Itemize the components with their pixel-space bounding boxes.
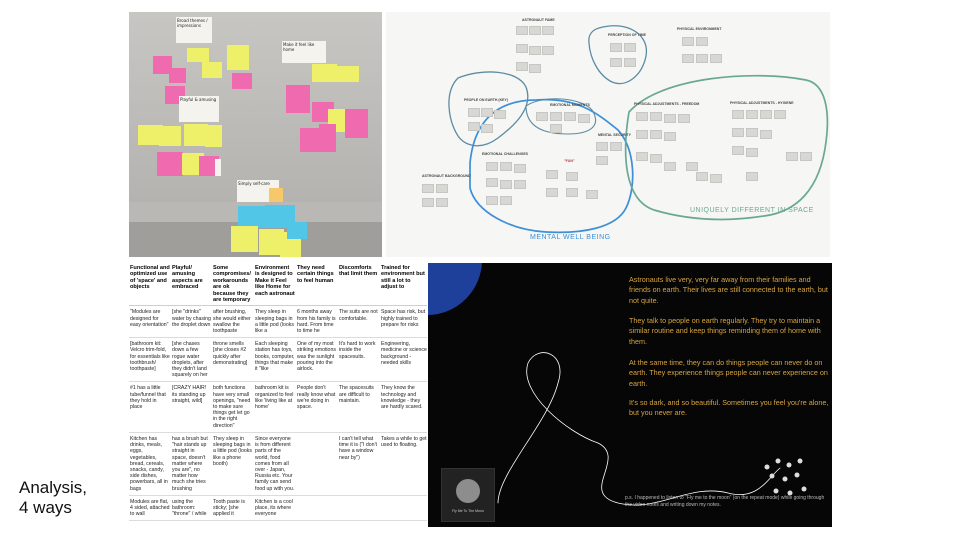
- group-label: PEOPLE ON EARTH (KEY): [464, 98, 508, 102]
- album-cover: [441, 468, 495, 522]
- table-cell: bathroom kit is organized to feel like 'living like at home': [254, 382, 296, 432]
- group-label: MENTAL SECURITY: [598, 133, 631, 137]
- table-cell: [bathroom kit: Velcro trim-fold, for essentials like toothbrush/ toothpaste]: [129, 338, 171, 382]
- note-card: [500, 162, 512, 171]
- sticky-note: [169, 68, 186, 83]
- note-card: [546, 170, 558, 179]
- note-card: [710, 174, 722, 183]
- table-cell: Kitchen is a cool place, its where everyone: [254, 495, 296, 521]
- note-card: [610, 43, 622, 52]
- note-card: [650, 112, 662, 121]
- table-cell: [296, 432, 338, 495]
- group-label: PHYSICAL ADJUSTMENTS - HYGIENE: [730, 101, 794, 105]
- table-row: [129, 338, 427, 382]
- note-card: [686, 162, 698, 171]
- sticky-note: [287, 222, 307, 239]
- note-card: [542, 46, 554, 55]
- sticky-note: [159, 126, 181, 146]
- table-cell: It's hard to work inside the spacesuits.: [338, 338, 380, 382]
- uniquely-different-label: UNIQUELY DIFFERENT IN SPACE: [690, 207, 814, 214]
- column-header: Functional and optimized use of 'space' and objects: [129, 263, 171, 306]
- astronaut-icon: [776, 459, 781, 464]
- column-header: Trained for environment but still a lot to adjust to: [380, 263, 427, 306]
- table-cell: They sleep in sleeping bags in a little pod (looks like a phone booth): [212, 432, 254, 495]
- table-header-row: [129, 263, 427, 306]
- group-label: PHYSICAL ADJUSTMENTS - FREEDOM: [634, 102, 700, 106]
- sticky-note-text: Broad themes / impressions: [177, 18, 208, 28]
- table-cell: Tooth paste is sticky; [she applied it: [212, 495, 254, 521]
- group-label: PHYSICAL ENVIRONMENT: [677, 27, 722, 31]
- note-card: [486, 196, 498, 205]
- note-card: [774, 110, 786, 119]
- sticky-note: [286, 85, 310, 113]
- note-card: [564, 112, 576, 121]
- note-card: [610, 58, 622, 67]
- note-card: [610, 142, 622, 151]
- table-cell: They sleep in sleeping bags in a little pod (looks like a: [254, 306, 296, 338]
- note-card: [710, 54, 722, 63]
- note-card: [636, 112, 648, 121]
- reflection-paragraph: It's so dark, and so beautiful. Sometimes you feel you're alone, but you never are.: [629, 398, 829, 418]
- note-card: [550, 112, 562, 121]
- sticky-note-text: Simply self-care: [238, 181, 270, 186]
- sticky-note-header: [176, 17, 212, 43]
- note-card: [636, 130, 648, 139]
- note-card: [500, 180, 512, 189]
- note-card: [422, 198, 434, 207]
- note-card: [746, 128, 758, 137]
- table-cell: Each sleeping station has toys, books, computer, things that make it "like: [254, 338, 296, 382]
- table-cell: using the bathroom: "throne" / while: [171, 495, 212, 521]
- note-card: [468, 108, 480, 117]
- note-card: [696, 37, 708, 46]
- astronaut-icon: [770, 474, 775, 479]
- table-row: [129, 306, 427, 338]
- note-card: [664, 114, 676, 123]
- table-row: [129, 495, 427, 521]
- table-cell: Takes a while to get used to floating.: [380, 432, 427, 495]
- sticky-note-text: Make it feel like home: [283, 42, 315, 52]
- note-card: [546, 188, 558, 197]
- note-card: [516, 62, 528, 71]
- slide-caption: [19, 478, 87, 518]
- note-card: [486, 162, 498, 171]
- note-card: [436, 198, 448, 207]
- note-card: [682, 54, 694, 63]
- caption-line: 4 ways: [19, 498, 72, 517]
- sticky-note: [312, 64, 337, 82]
- note-card: [468, 122, 480, 131]
- reflection-paragraph: At the same time, they can do things people can never do on earth. They experience things people can never experience on earth.: [629, 358, 828, 388]
- table-cell: I can't tell what time it is ("I don't have a window near by"): [338, 432, 380, 495]
- note-card: [760, 110, 772, 119]
- table-cell: Modules are flat, 4 sided, attached to wall: [129, 495, 171, 521]
- note-card: [481, 124, 493, 133]
- reflection-paragraph: They talk to people on earth regularly. They try to maintain a similar routine and keep things reminding them of home with them.: [629, 316, 821, 346]
- note-card: [786, 152, 798, 161]
- astronaut-icon: [774, 489, 779, 494]
- note-card: [624, 58, 636, 67]
- sticky-note-header: [179, 96, 219, 122]
- caption-line: Analysis,: [19, 478, 88, 497]
- table-cell: both functions have very small openings, "need to make sure things get let go in the right direction": [212, 382, 254, 432]
- astronaut-icon: [802, 487, 807, 492]
- note-card: [732, 146, 744, 155]
- sticky-note: [336, 66, 359, 82]
- sticky-note: [232, 73, 252, 89]
- note-card: [650, 130, 662, 139]
- sticky-note-text: Playful & amusing: [180, 97, 217, 102]
- astronaut-icon: [765, 465, 770, 470]
- sticky-note: [205, 125, 222, 147]
- note-card: [696, 172, 708, 181]
- note-card: [578, 114, 590, 123]
- note-card: [650, 154, 662, 163]
- group-label: EMOTIONAL CHALLENGES: [482, 152, 529, 156]
- group-label: "FUN": [564, 159, 575, 163]
- note-card: [494, 110, 506, 119]
- postscript-note: p.s. I happened to listen to "Fly me to the moon" (on the repeat mode) while going through the video notes and writing down my notes.: [625, 495, 825, 508]
- sticky-note: [202, 62, 222, 78]
- note-card: [746, 110, 758, 119]
- note-card: [696, 54, 708, 63]
- sticky-note: [227, 45, 249, 70]
- note-card: [550, 124, 562, 133]
- table-cell: [338, 495, 380, 521]
- table-row: [129, 432, 427, 495]
- note-card: [678, 114, 690, 123]
- table-cell: [she "drinks" water by chasing the droplet down: [171, 306, 212, 338]
- note-card: [566, 172, 578, 181]
- sticky-note-header: [282, 41, 326, 63]
- note-card: [486, 178, 498, 187]
- note-card: [746, 172, 758, 181]
- analysis-table: [129, 263, 427, 521]
- table-cell: #1 has a little tube/funnel that they hold in place: [129, 382, 171, 432]
- table-cell: after brushing, she would either swallow the toothpaste: [212, 306, 254, 338]
- column-header: Some compromises/ workarounds are ok because they are temporary: [212, 263, 254, 306]
- note-card: [746, 148, 758, 157]
- sticky-note: [345, 109, 368, 138]
- column-header: They need certain things to feel human: [296, 263, 338, 306]
- note-card: [514, 164, 526, 173]
- note-card: [636, 152, 648, 161]
- astronaut-icon: [783, 477, 788, 482]
- sticky-note: [231, 226, 258, 252]
- note-card: [732, 110, 744, 119]
- mental-well-being-label: MENTAL WELL BEING: [530, 234, 611, 241]
- note-card: [536, 112, 548, 121]
- album-title: Fly Me To The Moon: [452, 509, 484, 513]
- table-row: [129, 382, 427, 432]
- reflection-panel: [428, 263, 832, 527]
- group-label: ASTRONAUT FAME: [522, 18, 555, 22]
- note-card: [664, 132, 676, 141]
- table-cell: "Modules are designed for easy orientation": [129, 306, 171, 338]
- table-cell: Since everyone is from different parts of the world, food comes from all over - Japan, Russia etc. Your family can send food up with you.: [254, 432, 296, 495]
- sticky-note: [215, 159, 221, 176]
- note-card: [514, 180, 526, 189]
- group-label: ASTRONAUT BACKGROUND: [422, 174, 471, 178]
- note-card: [436, 184, 448, 193]
- table-cell: [296, 495, 338, 521]
- note-card: [542, 26, 554, 35]
- group-label: EMOTIONAL MOMENTS: [550, 103, 590, 107]
- affinity-diagram: [386, 12, 830, 257]
- note-card: [529, 26, 541, 35]
- note-card: [664, 162, 676, 171]
- note-card: [516, 44, 528, 53]
- note-card: [516, 26, 528, 35]
- note-card: [500, 196, 512, 205]
- table-cell: has a brush but "hair stands up straight in space, doesn't matter where you are", no matter how much she tries brushing: [171, 432, 212, 495]
- note-card: [596, 142, 608, 151]
- column-header: Discomforts that limit them: [338, 263, 380, 306]
- note-card: [624, 43, 636, 52]
- note-card: [529, 64, 541, 73]
- note-card: [566, 188, 578, 197]
- moon-icon: [456, 479, 480, 503]
- sticky-notes-photo: [129, 12, 382, 257]
- table-cell: They know the technology and knowledge - they are hardly scared.: [380, 382, 427, 432]
- table-cell: 6 months away from his family is hard. From time to time he: [296, 306, 338, 338]
- table-cell: [she chases down a few rogue water droplets, after they didn't land squarely on her: [171, 338, 212, 382]
- note-card: [800, 152, 812, 161]
- reflection-paragraph: Astronauts live very, very far away from their families and friends on earth. Their lives are still connected to the earth, but not quite.: [629, 275, 828, 305]
- note-card: [586, 190, 598, 199]
- note-card: [760, 130, 772, 139]
- astronaut-icon: [787, 463, 792, 468]
- note-card: [481, 108, 493, 117]
- note-card: [596, 156, 608, 165]
- table-cell: One of my most striking emotions was the sunlight pouring into the airlock.: [296, 338, 338, 382]
- table-cell: [CRAZY HAIR! its standing up straight, wild]: [171, 382, 212, 432]
- sticky-note: [319, 124, 336, 152]
- uniquely-different-outline: [626, 76, 828, 220]
- table-cell: Space has risk, but highly trained to prepare for risks: [380, 306, 427, 338]
- sticky-note: [157, 152, 183, 176]
- group-label: PERCEPTION OF TIME: [608, 33, 646, 37]
- analysis-table-panel: [129, 263, 427, 529]
- table-cell: [380, 495, 427, 521]
- table-cell: Engineering, medicine or science background - needed skills: [380, 338, 427, 382]
- astronaut-icon: [798, 459, 803, 464]
- table-cell: The suits are not comfortable.: [338, 306, 380, 338]
- column-header: Environment is designed to Make it Feel like Home for each astronaut: [254, 263, 296, 306]
- table-cell: Kitchen has drinks, meals, eggs, vegetables, bread, cereals, snacks, candy, side dishes, powerbars, all in bags: [129, 432, 171, 495]
- note-card: [732, 128, 744, 137]
- table-cell: The spacesuits are difficult to maintain.: [338, 382, 380, 432]
- sticky-note: [187, 48, 209, 62]
- column-header: Playful/ amusing aspects are embraced: [171, 263, 212, 306]
- table-cell: throne smells [she closes #2 quickly after demonstrating]: [212, 338, 254, 382]
- note-card: [682, 37, 694, 46]
- note-card: [422, 184, 434, 193]
- astronaut-icon: [795, 473, 800, 478]
- table-cell: People don't really know what we're doing in space.: [296, 382, 338, 432]
- note-card: [529, 46, 541, 55]
- sticky-note: [269, 188, 283, 202]
